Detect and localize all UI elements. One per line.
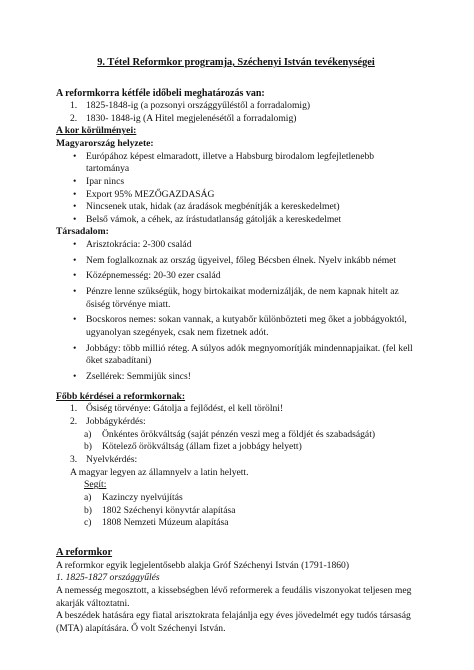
document-title: 9. Tétel Reformkor programja, Széchenyi István tevékenységei <box>97 57 375 68</box>
item-number: 2. <box>70 416 78 428</box>
section-heading-periodization: A reformkorra kétféle időbeli meghatározás van: <box>56 87 265 99</box>
item-text: Jobbágykérdés: <box>86 416 146 428</box>
section-heading-reform-era: A reformkor <box>56 546 113 558</box>
list-item: • Export 95% MEZŐGAZDASÁG <box>86 189 416 202</box>
item-text: Kazinczy nyelvújítás <box>102 491 183 503</box>
list-item: • Európához képest elmaradott, illetve a Habsburg birodalom legfejletlenebb tartománya <box>86 151 416 176</box>
item-number: 3. <box>70 453 78 465</box>
list-item: • Arisztokrácia: 2-300 család <box>86 239 416 252</box>
subheading-hungary-situation: Magyarország helyzete: <box>56 137 154 149</box>
item-letter: a) <box>84 491 92 503</box>
item-letter: c) <box>84 517 92 529</box>
questions-list <box>56 403 416 428</box>
society-list <box>56 239 416 384</box>
list-item: • Bocskoros nemes: sokan vannak, a kutyabőr különbözteti meg őket a jobbágyoktól, ugyanolyan szegények, csak nem fizetnek adót. <box>86 314 416 339</box>
list-item <box>56 113 416 126</box>
reform-era-paragraph-2: A beszédek hatására egy fiatal arisztokrata felajánlja egy éves jövedelmét egy tudós társaság (MTA) alapítására. Ő volt Széchenyi István. <box>56 610 411 634</box>
list-item: • Pénzre lenne szükségük, hogy birtokaikat modernizálják, de nem kapnak hitelt az ősiség törvénye miatt. <box>86 286 416 311</box>
help-label: Segít: <box>84 479 107 491</box>
reform-era-subheading: 1. 1825-1827 országgyűlés <box>56 572 160 584</box>
list-item: • Belső vámok, a céhek, az írástudatlanság gátolják a kereskedelmet <box>86 214 416 227</box>
item-text: Kötelező örökváltság (állam fizet a jobbágy helyett) <box>102 441 302 453</box>
list-item <box>56 100 416 113</box>
section-heading-main-questions: Főbb kérdései a reformkornak: <box>56 390 186 402</box>
list-item <box>56 416 416 429</box>
hungary-situation-list <box>56 151 416 227</box>
item-text: 1830- 1848-ig (A Hitel megjelenésétől a forradalomig) <box>86 112 297 124</box>
periodization-list <box>56 100 416 125</box>
list-item <box>56 454 416 467</box>
item-letter: b) <box>84 504 92 516</box>
help-list <box>56 492 416 530</box>
item-letter: a) <box>84 428 92 440</box>
list-item: • Nincsenek utak, hidak (az áradások megbénítják a kereskedelmet) <box>86 201 416 214</box>
questions-list-continued <box>56 454 416 467</box>
subheading-society: Társadalom: <box>56 226 109 238</box>
list-item: • Nem foglalkoznak az ország ügyeivel, főleg Bécsben élnek. Nyelv inkább német <box>86 255 416 268</box>
item-text: 1808 Nemzeti Múzeum alapítása <box>102 517 229 529</box>
serf-question-list <box>56 429 416 454</box>
item-number: 1. <box>70 403 78 415</box>
list-item <box>56 492 416 505</box>
list-item: • Zsellérek: Semmijük sincs! <box>86 371 416 384</box>
item-letter: b) <box>84 441 92 453</box>
item-number: 1. <box>70 99 78 111</box>
list-item: • Ipar nincs <box>86 176 416 189</box>
language-question-text: A magyar legyen az államnyelv a latin helyett. <box>70 466 249 478</box>
reform-era-paragraph-1: A nemesség megosztott, a kissebségben lévő reformerek a feudális viszonyokat teljesen meg akarják változtatni. <box>56 584 412 609</box>
item-text: Ősiség törvénye: Gátolja a fejlődést, el kell törölni! <box>86 403 284 415</box>
list-item: • Középnemesség: 20-30 ezer család <box>86 270 416 283</box>
item-text: 1802 Széchenyi könyvtár alapítása <box>102 504 236 516</box>
item-number: 2. <box>70 112 78 124</box>
item-text: 1825-1848-ig (a pozsonyi országgyűléstől a forradalomig) <box>86 99 311 111</box>
list-item: • Jobbágy: több millió réteg. A súlyos adók megnyomorítják mindennapjaikat. (fel kell őket szabadítani) <box>86 343 416 368</box>
list-item <box>56 403 416 416</box>
item-text: Önkéntes örökváltság (saját pénzén veszi meg a földjét és szabadságát) <box>102 428 376 440</box>
list-item <box>56 441 416 454</box>
item-text: Nyelvkérdés: <box>86 453 138 465</box>
section-heading-circumstances: A kor körülményei: <box>56 125 137 137</box>
list-item <box>56 505 416 518</box>
list-item <box>56 429 416 442</box>
reform-era-intro: A reformkor egyik legjelentősebb alakja Gróf Széchenyi István (1791-1860) <box>56 559 350 571</box>
list-item <box>56 517 416 530</box>
